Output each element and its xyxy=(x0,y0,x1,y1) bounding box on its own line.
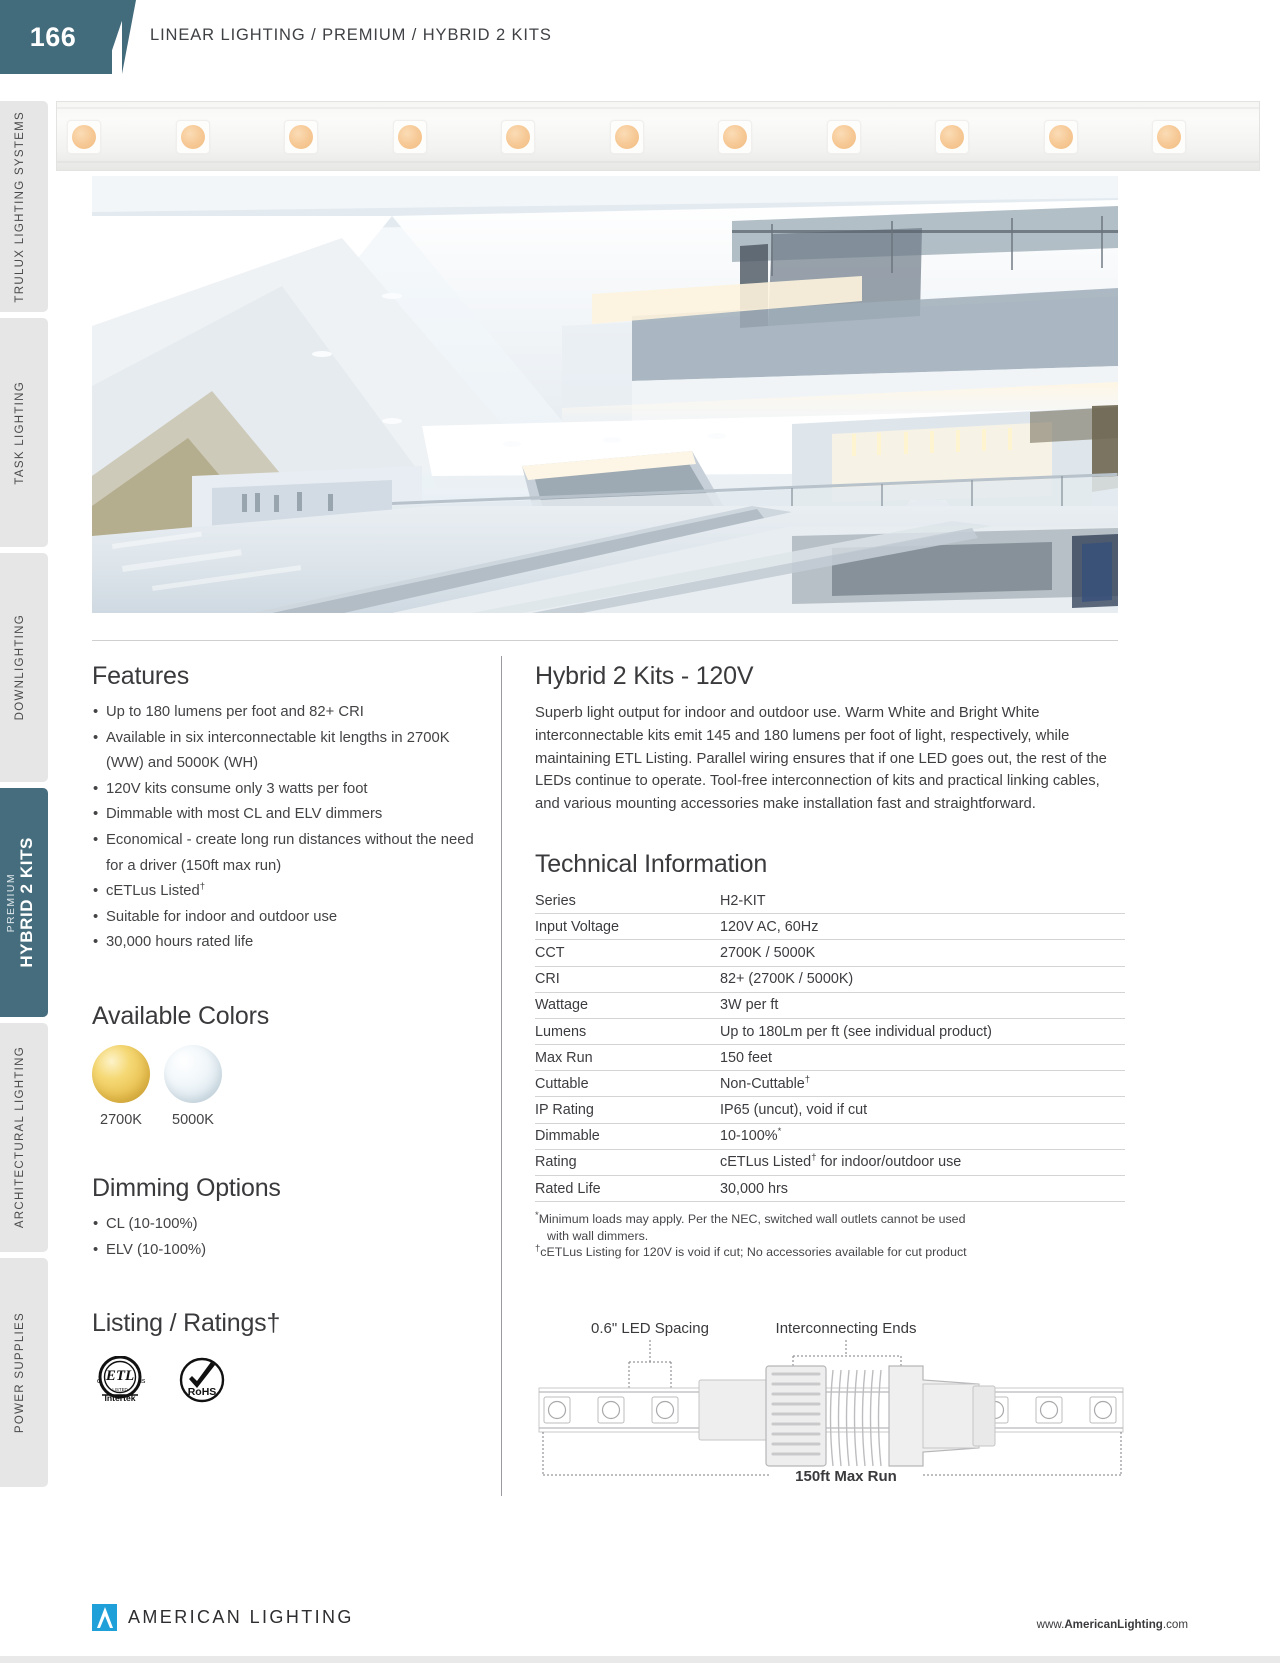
spacer xyxy=(92,956,487,1002)
table-row xyxy=(535,940,1125,966)
product-description: Superb light output for indoor and outdoor use. Warm White and Bright White interconnectable kits emit 145 and 180 lumens per foot of light, respectively, while maintaining ETL Listing. Parallel wiring ensures that if one LED goes out, the rest of the LEDs continue to operate. Tool-free interconnection of kits and practical linking cables, and various mounting accessories make installation fast and straightforward. xyxy=(535,705,1107,813)
technical-information-title: Technical Information xyxy=(535,849,768,878)
dimming-options-list-item: • ELV (10-100%) xyxy=(92,1238,487,1264)
url-suffix: .com xyxy=(1162,1618,1188,1631)
table-cell-value: H2-KIT xyxy=(720,888,1125,914)
features-list-item: • 120V kits consume only 3 watts per foot xyxy=(92,777,487,803)
table-cell-value: 150 feet xyxy=(720,1045,1125,1071)
page-header xyxy=(0,0,1280,74)
sidebar-item-label: TASK LIGHTING xyxy=(14,380,26,485)
content-top-rule xyxy=(92,640,1118,641)
product-dimension-diagram xyxy=(521,1300,1141,1490)
features-list-item: • Suitable for indoor and outdoor use xyxy=(92,905,487,931)
svg-text:RoHS: RoHS xyxy=(187,1386,217,1399)
led-chip xyxy=(1044,120,1078,154)
sidebar-item-architectural-lighting[interactable] xyxy=(0,1023,48,1252)
svg-text:150ft Max Run: 150ft Max Run xyxy=(795,1468,897,1485)
table-row xyxy=(535,992,1125,1018)
table-cell-value: 2700K / 5000K xyxy=(720,940,1125,966)
sidebar-item-label: ARCHITECTURAL LIGHTING xyxy=(14,1046,26,1229)
page-footer xyxy=(0,1590,1280,1663)
table-row xyxy=(535,1123,1125,1149)
led-strip-banner xyxy=(56,101,1260,171)
table-cell-key: Cuttable xyxy=(535,1071,720,1097)
diagram-led-emitter xyxy=(657,1402,674,1419)
brand-name: AMERICAN LIGHTING xyxy=(128,1607,354,1627)
sidebar-item-sublabel: PREMIUM xyxy=(5,872,17,933)
led-chip xyxy=(67,120,101,154)
features-list-item: • 30,000 hours rated life xyxy=(92,930,487,956)
sidebar-item-power-supplies[interactable] xyxy=(0,1258,48,1487)
column-divider xyxy=(501,656,502,1496)
features-list-item: • Available in six interconnectable kit lengths in 2700K (WW) and 5000K (WH) xyxy=(92,726,487,777)
table-cell-value: 30,000 hrs xyxy=(720,1176,1125,1202)
led-chip xyxy=(393,120,427,154)
badge-slash-secondary xyxy=(122,0,136,74)
table-row xyxy=(535,1097,1125,1123)
led-chip xyxy=(1152,120,1186,154)
features-list-item: • Dimmable with most CL and ELV dimmers xyxy=(92,802,487,828)
led-chip xyxy=(176,120,210,154)
sidebar-item-label: DOWNLIGHTING xyxy=(14,614,26,721)
table-cell-key: Input Voltage xyxy=(535,914,720,940)
led-emitter-dot xyxy=(289,125,313,149)
table-cell-key: IP Rating xyxy=(535,1097,720,1123)
rohs-badge xyxy=(178,1357,226,1408)
led-chip xyxy=(718,120,752,154)
svg-text:Interconnecting Ends: Interconnecting Ends xyxy=(775,1320,917,1337)
etl-intertek-badge xyxy=(92,1356,148,1407)
sidebar-item-label: POWER SUPPLIES xyxy=(14,1311,26,1434)
table-cell-key: CRI xyxy=(535,966,720,992)
sidebar-item-trulux-lighting-systems[interactable] xyxy=(0,101,48,312)
table-cell-value: Non-Cuttable† xyxy=(720,1071,1125,1097)
dimming-options-title: Dimming Options xyxy=(92,1173,281,1202)
page-number: 166 xyxy=(29,21,77,52)
table-row xyxy=(535,1149,1125,1175)
product-title: Hybrid 2 Kits - 120V xyxy=(535,662,754,690)
listing-ratings-section xyxy=(92,1309,487,1408)
led-emitter-dot xyxy=(1157,125,1181,149)
table-cell-key: Lumens xyxy=(535,1018,720,1044)
american-lighting-mark-icon xyxy=(92,1604,117,1631)
sidebar-item-task-lighting[interactable] xyxy=(0,318,48,547)
table-row xyxy=(535,1071,1125,1097)
breadcrumb: LINEAR LIGHTING / PREMIUM / HYBRID 2 KITS xyxy=(150,26,552,44)
features-title: Features xyxy=(92,662,190,690)
table-cell-value: IP65 (uncut), void if cut xyxy=(720,1097,1125,1123)
table-row xyxy=(535,1018,1125,1044)
table-cell-value: 120V AC, 60Hz xyxy=(720,914,1125,940)
dimming-options-list xyxy=(92,1212,487,1263)
led-emitter-dot xyxy=(940,125,964,149)
svg-text:c: c xyxy=(97,1378,101,1386)
url-main: AmericanLighting xyxy=(1064,1618,1163,1631)
table-cell-value: 3W per ft xyxy=(720,992,1125,1018)
sidebar-item-label: TRULUX LIGHTING SYSTEMS xyxy=(14,110,26,303)
website-url[interactable] xyxy=(1037,1618,1188,1631)
led-chip xyxy=(935,120,969,154)
dimming-options-section xyxy=(92,1174,487,1263)
table-row xyxy=(535,1045,1125,1071)
brand-logo xyxy=(92,1604,354,1631)
technical-information-section xyxy=(535,850,1125,1261)
footer-bottom-bar xyxy=(0,1656,1280,1663)
right-column xyxy=(535,662,1125,1261)
url-prefix: www. xyxy=(1036,1618,1065,1631)
left-column xyxy=(92,662,487,1408)
color-swatch-label: 5000K xyxy=(172,1111,214,1128)
strip-edge-top xyxy=(57,107,1259,109)
led-chip xyxy=(827,120,861,154)
table-cell-value: 82+ (2700K / 5000K) xyxy=(720,966,1125,992)
features-list-item: • Economical - create long run distances without the need for a driver (150ft max run) xyxy=(92,828,487,879)
features-section xyxy=(92,662,487,956)
led-chip xyxy=(284,120,318,154)
table-cell-value: Up to 180Lm per ft (see individual product) xyxy=(720,1018,1125,1044)
table-cell-value: 10-100%* xyxy=(720,1123,1125,1149)
features-list-item: • cETLus Listed† xyxy=(92,879,487,905)
color-swatch-label: 2700K xyxy=(100,1111,142,1128)
sidebar-item-label: HYBRID 2 KITS xyxy=(17,837,36,968)
table-cell-key: Max Run xyxy=(535,1045,720,1071)
page-number-badge xyxy=(0,0,112,74)
svg-text:Intertek: Intertek xyxy=(104,1393,136,1403)
available-colors-title: Available Colors xyxy=(92,1001,269,1030)
certification-badges-row xyxy=(92,1356,487,1408)
available-colors-section xyxy=(92,1002,487,1128)
led-emitter-dot xyxy=(506,125,530,149)
dimming-options-list-item: • CL (10-100%) xyxy=(92,1212,487,1238)
sidebar-item-downlighting[interactable] xyxy=(0,553,48,782)
diagram-led-emitter xyxy=(549,1402,566,1419)
table-row xyxy=(535,888,1125,914)
spacer xyxy=(92,1128,487,1174)
table-cell-key: Rating xyxy=(535,1149,720,1175)
svg-text:LISTED: LISTED xyxy=(112,1387,128,1393)
table-cell-key: Dimmable xyxy=(535,1123,720,1149)
features-list-item: • Up to 180 lumens per foot and 82+ CRI xyxy=(92,700,487,726)
table-row xyxy=(535,966,1125,992)
table-cell-key: Wattage xyxy=(535,992,720,1018)
spacer xyxy=(535,816,1125,850)
svg-text:0.6" LED Spacing: 0.6" LED Spacing xyxy=(591,1320,709,1337)
color-swatch xyxy=(92,1045,150,1128)
led-emitter-dot xyxy=(398,125,422,149)
svg-text:us: us xyxy=(138,1378,146,1386)
led-emitter-dot xyxy=(723,125,747,149)
footnote-line-2: with wall dimmers. xyxy=(547,1228,649,1243)
features-list xyxy=(92,700,487,956)
led-emitter-dot xyxy=(72,125,96,149)
color-swatch-ball xyxy=(164,1045,222,1103)
strip-edge-bottom xyxy=(57,161,1259,163)
listing-ratings-title: Listing / Ratings† xyxy=(92,1309,281,1338)
led-emitter-dot xyxy=(181,125,205,149)
footnote-line-3: †cETLus Listing for 120V is void if cut; No accessories available for cut product xyxy=(535,1243,967,1260)
sidebar-item-hybrid-2-kits[interactable] xyxy=(0,788,48,1017)
table-row xyxy=(535,1176,1125,1202)
color-swatch-ball xyxy=(92,1045,150,1103)
technical-information-table xyxy=(535,888,1125,1202)
footnote-line-1: *Minimum loads may apply. Per the NEC, switched wall outlets cannot be used xyxy=(535,1210,966,1227)
table-cell-key: Series xyxy=(535,888,720,914)
led-emitter-dot xyxy=(1049,125,1073,149)
svg-text:ETL: ETL xyxy=(105,1368,135,1385)
diagram-led-emitter xyxy=(1095,1402,1112,1419)
color-swatch xyxy=(164,1045,222,1128)
table-cell-key: CCT xyxy=(535,940,720,966)
color-swatch-row xyxy=(92,1045,487,1128)
diagram-led-emitter xyxy=(1041,1402,1058,1419)
led-emitter-dot xyxy=(832,125,856,149)
table-cell-value: cETLus Listed† for indoor/outdoor use xyxy=(720,1149,1125,1175)
table-cell-key: Rated Life xyxy=(535,1176,720,1202)
table-row xyxy=(535,914,1125,940)
led-chip xyxy=(610,120,644,154)
spacer xyxy=(92,1263,487,1309)
led-emitter-dot xyxy=(615,125,639,149)
sidebar-item-label-stack xyxy=(3,837,37,968)
hero-photo xyxy=(92,176,1118,613)
product-section xyxy=(535,662,1125,816)
led-chip xyxy=(501,120,535,154)
diagram-led-emitter xyxy=(603,1402,620,1419)
technical-footnotes xyxy=(535,1211,1125,1261)
